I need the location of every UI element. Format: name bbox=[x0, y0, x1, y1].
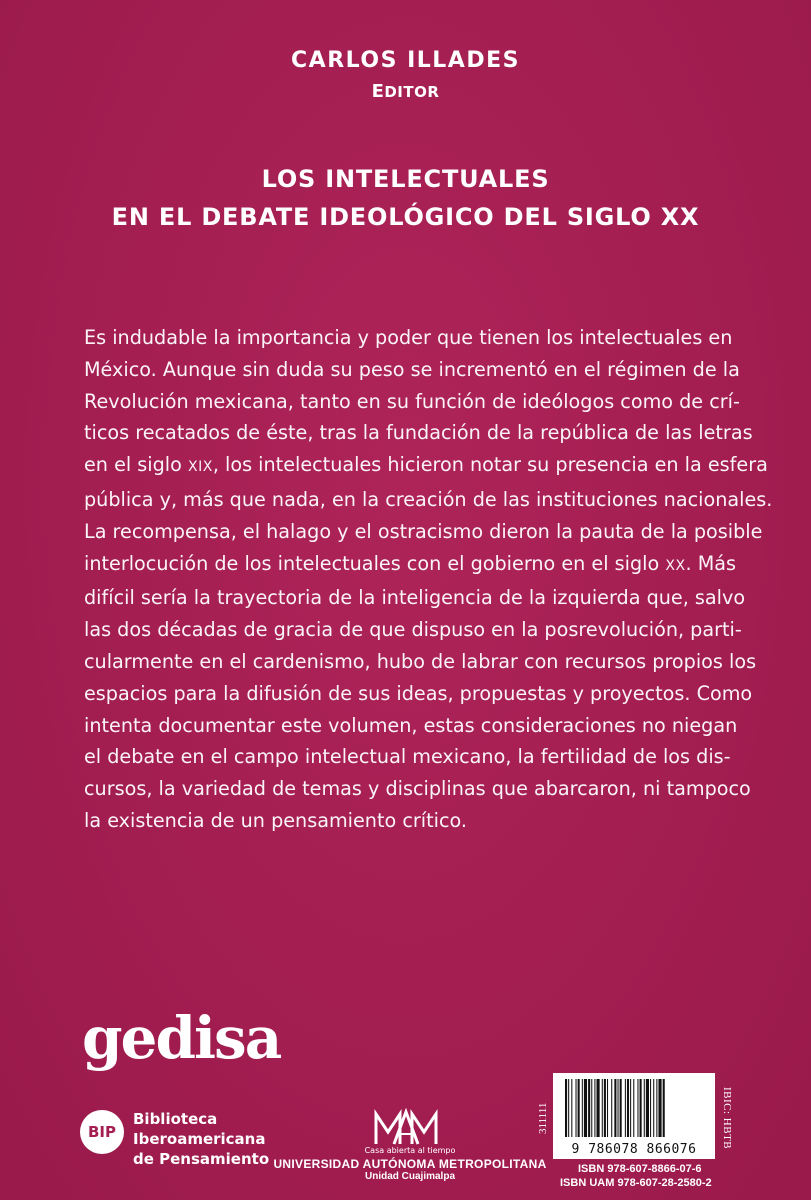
synopsis-paragraph bbox=[84, 322, 773, 837]
book-title bbox=[0, 160, 811, 236]
side-code: 311111 bbox=[537, 1102, 549, 1134]
bip-line-2: Iberoamericana bbox=[133, 1130, 266, 1148]
barcode-bar bbox=[653, 1079, 654, 1137]
book-title-line-1: LOS INTELECTUALES bbox=[261, 165, 550, 193]
uam-name: UNIVERSIDAD AUTÓNOMA METROPOLITANA bbox=[273, 1157, 547, 1171]
barcode-bar bbox=[630, 1079, 631, 1137]
barcode-bar bbox=[588, 1079, 590, 1137]
bip-collection-name bbox=[133, 1109, 269, 1169]
century-small-caps: XIX bbox=[188, 459, 213, 476]
synopsis-line bbox=[84, 548, 737, 583]
barcode-bar bbox=[604, 1079, 606, 1137]
barcode-bar bbox=[614, 1079, 616, 1137]
synopsis-line: Revolución mexicana, tanto en su función de ideólogos como de crí- bbox=[84, 389, 740, 413]
barcode-bar bbox=[578, 1079, 580, 1137]
barcode-bar bbox=[568, 1079, 569, 1137]
book-title-line-2: EN EL DEBATE IDEOLÓGICO DEL SIGLO XX bbox=[111, 203, 700, 231]
century-small-caps: XX bbox=[665, 557, 686, 574]
synopsis-line: intenta documentar este volumen, estas consideraciones no niegan bbox=[84, 713, 738, 737]
synopsis-line: la existencia de un pensamiento crítico. bbox=[84, 808, 467, 832]
barcode-bar bbox=[656, 1079, 657, 1137]
synopsis-text: en el siglo bbox=[84, 453, 182, 477]
barcode-bar bbox=[611, 1079, 612, 1137]
synopsis-line: el debate en el campo intelectual mexicano, la fertilidad de los dis- bbox=[84, 745, 731, 769]
editor-label-initial: E bbox=[371, 81, 385, 102]
author-name: CARLOS ILLADES bbox=[291, 48, 520, 73]
uam-logo-icon bbox=[372, 1108, 440, 1146]
editor-label bbox=[0, 81, 811, 102]
barcode-bar bbox=[576, 1079, 577, 1137]
barcode-bar bbox=[644, 1079, 645, 1137]
editor-label-rest: DITOR bbox=[384, 83, 440, 101]
synopsis-line: cularmente en el cardenismo, hubo de labrar con recursos propios los bbox=[84, 649, 757, 673]
barcode-bar bbox=[658, 1079, 661, 1137]
barcode-bar bbox=[625, 1079, 626, 1137]
barcode-bar bbox=[607, 1079, 608, 1137]
barcode-bar bbox=[637, 1079, 638, 1137]
barcode-bar bbox=[584, 1079, 587, 1137]
barcode-bar bbox=[663, 1079, 665, 1137]
bip-logo-icon: BIP bbox=[80, 1110, 124, 1154]
synopsis-line: Es indudable la importancia y poder que tienen los intelectuales en bbox=[84, 326, 733, 349]
synopsis-line: difícil sería la trayectoria de la inteligencia de la izquierda que, salvo bbox=[84, 586, 746, 610]
synopsis-text: . Más bbox=[685, 551, 737, 575]
synopsis-line bbox=[84, 449, 768, 484]
synopsis-line: ticos recatados de éste, tras la fundación de la república de las letras bbox=[84, 421, 753, 445]
synopsis-line: espacios para la difusión de sus ideas, propuestas y proyectos. Como bbox=[84, 681, 753, 705]
barcode-bar bbox=[594, 1079, 595, 1137]
synopsis-line: México. Aunque sin duda su peso se incrementó en el régimen de la bbox=[84, 357, 740, 381]
bip-line-1: Biblioteca bbox=[133, 1110, 218, 1128]
barcode-bar bbox=[602, 1079, 603, 1137]
bip-line-3: de Pensamiento bbox=[133, 1150, 270, 1168]
uam-unit: Unidad Cuajimalpa bbox=[364, 1171, 455, 1182]
synopsis-line: las dos décadas de gracia de que dispuso en la posrevolución, parti- bbox=[84, 618, 742, 642]
synopsis-line: cursos, la variedad de temas y disciplinas que abarcaron, ni tampoco bbox=[84, 777, 751, 801]
barcode-bar bbox=[618, 1079, 619, 1137]
synopsis-line: pública y, más que nada, en la creación de las instituciones nacionales. bbox=[84, 487, 773, 511]
barcode-bars-icon bbox=[563, 1079, 705, 1137]
uam-tagline: Casa abierta al tiempo bbox=[364, 1146, 456, 1155]
synopsis-text: interlocución de los intelectuales con el gobierno en el siglo bbox=[84, 551, 660, 575]
isbn-uam: ISBN UAM 978-607-28-2580-2 bbox=[560, 1177, 712, 1189]
barcode-bar bbox=[582, 1079, 583, 1137]
gedisa-logo: gedisa bbox=[82, 1004, 281, 1072]
barcode-bar bbox=[591, 1079, 592, 1137]
barcode-bar bbox=[627, 1079, 629, 1137]
barcode bbox=[553, 1073, 715, 1159]
ibic-code: IBIC: HBTB bbox=[721, 1086, 733, 1150]
barcode-bar bbox=[565, 1079, 567, 1137]
barcode-bar bbox=[640, 1079, 642, 1137]
barcode-number: 9 786078 866076 bbox=[571, 1142, 697, 1157]
isbn: ISBN 978-607-8866-07-6 bbox=[578, 1163, 702, 1175]
barcode-bar bbox=[620, 1079, 622, 1137]
barcode-bar bbox=[633, 1079, 634, 1137]
synopsis-text: , los intelectuales hicieron notar su presencia en la esfera bbox=[212, 453, 768, 477]
barcode-bar bbox=[650, 1079, 651, 1137]
barcode-bar bbox=[597, 1079, 600, 1137]
synopsis-line: La recompensa, el halago y el ostracismo dieron la pauta de la posible bbox=[84, 519, 763, 543]
barcode-bar bbox=[646, 1079, 649, 1137]
barcode-bar bbox=[571, 1079, 572, 1137]
